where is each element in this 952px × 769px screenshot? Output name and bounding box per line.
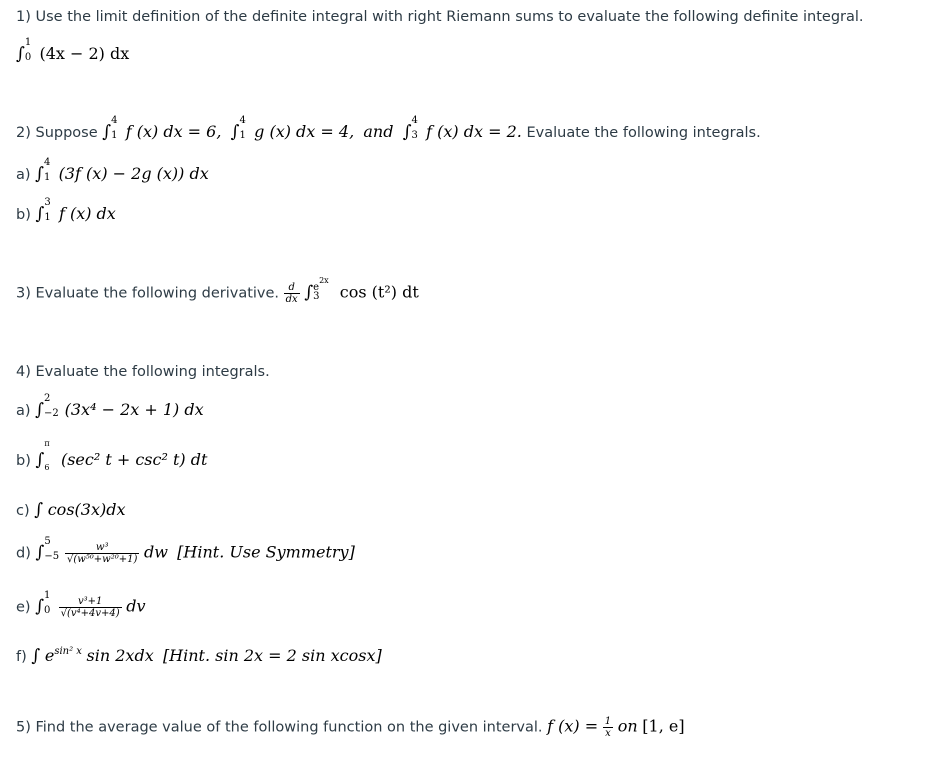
question-4d: d) ∫ 5 −5 $\frac{\text{w³}}{\text{√(w⁵⁰+w²⁰+1)}}$ dw [Hint. Use Symmetry] (16, 535, 355, 565)
q1-integrand: (4x − 2) dx (39, 44, 130, 63)
question-2a: a) ∫ 4 1 (3f (x) − 2g (x)) dx (16, 157, 209, 184)
question-1-text: 1) Use the limit definition of the definite integral with right Riemann sums to evaluate the following definite integral. (16, 9, 864, 25)
question-1-integral: ∫ 1 0 (4x − 2) dx (16, 37, 130, 64)
question-4f: f) ∫ $e^{sin^2 x}$ sin 2xdx [Hint. sin 2x = 2 sin xcosx] (16, 646, 382, 666)
question-2-line: 2) Suppose ∫ 4 1 f (x) dx = 6, ∫ 4 1 g (x) dx = 4, and ∫ 4 3 f (x) dx = 2. Evaluate the following integrals. (16, 115, 761, 142)
question-4c: c) ∫ cos(3x)dx (16, 500, 126, 520)
question-4a: a) ∫ 2 −2 (3x⁴ − 2x + 1) dx (16, 393, 204, 420)
question-3-line: 3) Evaluate the following derivative. $\frac{d}{dx}$ ∫ $e^{2x}$ 3 cos (t²) dt (16, 275, 419, 305)
question-5-line: 5) Find the average value of the following function on the given interval. f (x) = $\frac{1}{x}$ on [1, e] (16, 716, 685, 739)
question-4b: b) ∫ π 6 (sec² t + csc² t) dt (16, 439, 208, 472)
question-2b: b) ∫ 3 1 f (x) dx (16, 197, 116, 224)
question-4-text: 4) Evaluate the following integrals. (16, 364, 270, 380)
question-4e: e) ∫ 1 0 $\frac{\text{v³+1}}{\text{√(v⁴+4v+4)}}$ dv (16, 589, 146, 619)
